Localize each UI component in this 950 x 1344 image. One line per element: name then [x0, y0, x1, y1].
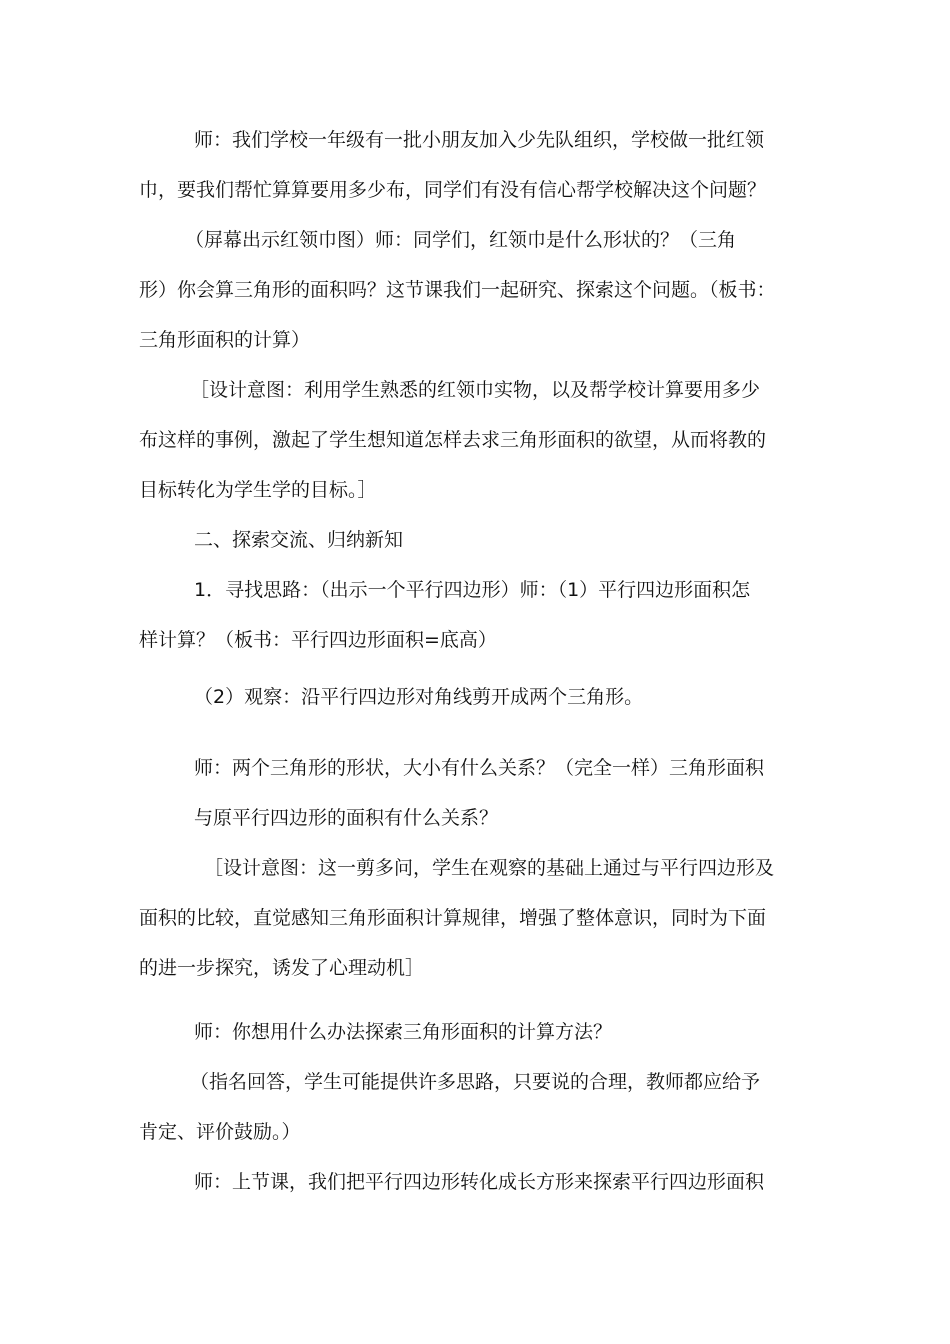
design-intent-line: 的进一步探究，诱发了心理动机］ [139, 957, 425, 979]
paragraph-line: （2）观察：沿平行四边形对角线剪开成两个三角形。 [194, 686, 644, 708]
paragraph-line: 形）你会算三角形的面积吗？这节课我们一起研究、探索这个问题。（板书： [139, 279, 776, 301]
design-intent-line: ［设计意图：这一剪多问，学生在观察的基础上通过与平行四边形及 [204, 857, 775, 879]
design-intent-line: 面积的比较，直觉感知三角形面积计算规律，增强了整体意识，同时为下面 [139, 907, 767, 929]
paragraph-line: （指名回答，学生可能提供许多思路，只要说的合理，教师都应给予 [190, 1071, 761, 1093]
paragraph-line: 师：你想用什么办法探索三角形面积的计算方法？ [194, 1021, 613, 1043]
paragraph-line: 肯定、评价鼓励。） [139, 1121, 301, 1143]
section-heading: 二、探索交流、归纳新知 [194, 529, 404, 551]
paragraph-line: 1．寻找思路：（出示一个平行四边形）师：（1）平行四边形面积怎 [194, 579, 751, 601]
paragraph-line: 师：我们学校一年级有一批小朋友加入少先队组织，学校做一批红领 [194, 129, 765, 151]
paragraph-line: 师：两个三角形的形状，大小有什么关系？（完全一样）三角形面积 [194, 757, 765, 779]
design-intent-line: 目标转化为学生学的目标。］ [139, 479, 377, 501]
paragraph-line: 三角形面积的计算） [139, 329, 311, 351]
paragraph-line: （屏幕出示红领巾图）师：同学们，红领巾是什么形状的？（三角 [185, 229, 737, 251]
paragraph-line: 样计算？（板书：平行四边形面积=底高） [139, 629, 497, 651]
paragraph-line: 师：上节课，我们把平行四边形转化成长方形来探索平行四边形面积 [194, 1171, 765, 1193]
paragraph-line: 巾，要我们帮忙算算要用多少布，同学们有没有信心帮学校解决这个问题？ [139, 179, 767, 201]
paragraph-line: 与原平行四边形的面积有什么关系？ [194, 807, 499, 829]
design-intent-line: ［设计意图：利用学生熟悉的红领巾实物，以及帮学校计算要用多少 [190, 379, 761, 401]
design-intent-line: 布这样的事例，激起了学生想知道怎样去求三角形面积的欲望，从而将教的 [139, 429, 767, 451]
